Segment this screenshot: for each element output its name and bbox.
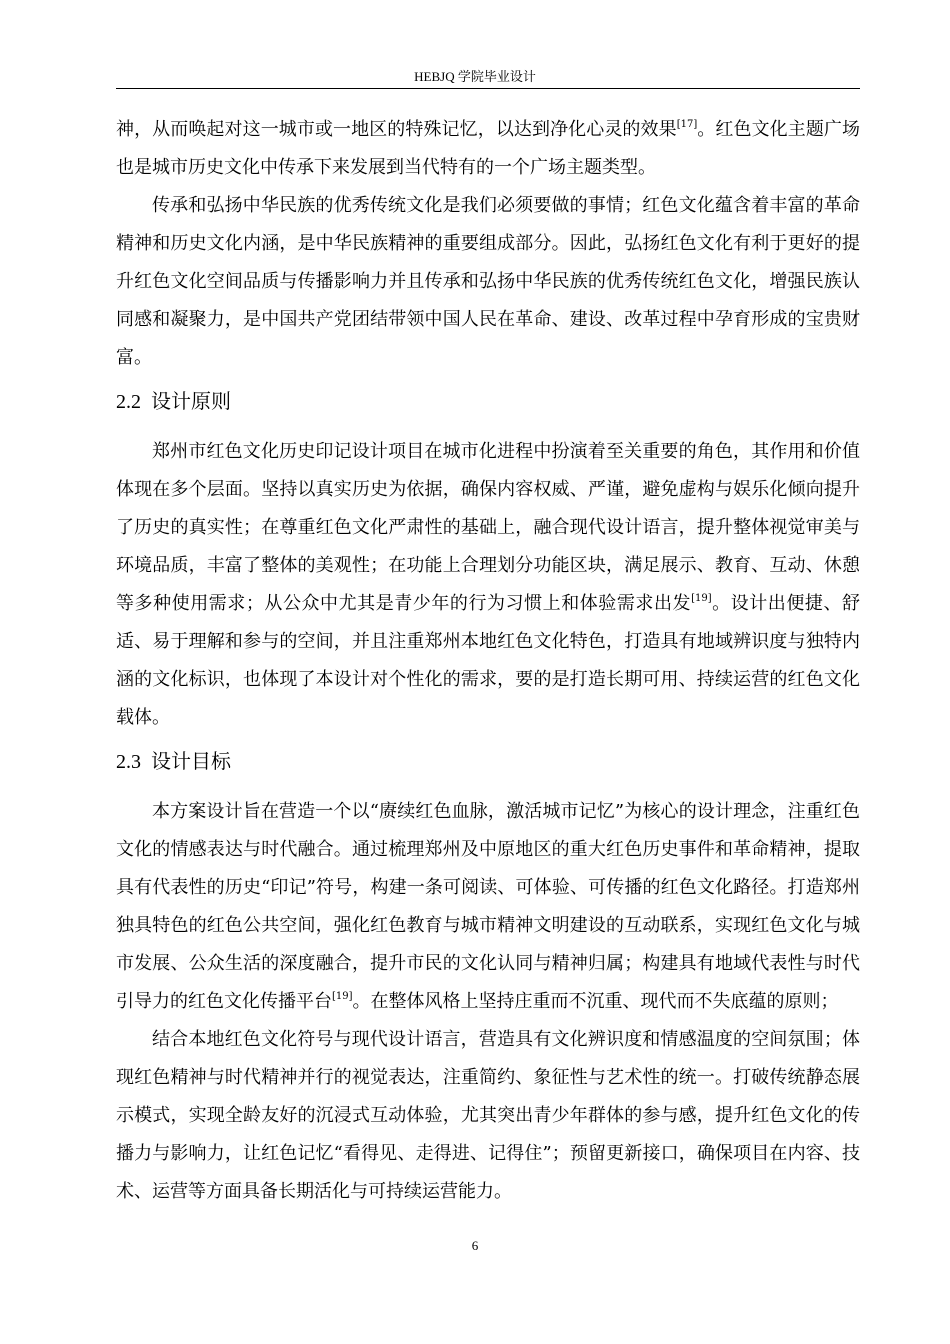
paragraph-text: 传承和弘扬中华民族的优秀传统文化是我们必须要做的事情；红色文化蕴含着丰富的革命精神和历史文化内涵，是中华民族精神的重要组成部分。因此，弘扬红色文化有利于更好的提升红色文化空间品质与传播影响力并且传承和弘扬中华民族的优秀传统红色文化，增强民族认同感和凝聚力，是中国共产党团结带领中国人民在革命、建设、改革过程中孕育形成的宝贵财富。 (116, 195, 860, 368)
paragraph-text: 。在整体风格上坚持庄重而不沉重、现代而不失底蕴的原则； (352, 991, 839, 1012)
page-content (116, 111, 860, 1211)
paragraph (116, 793, 860, 1021)
citation-ref: [17] (676, 119, 698, 130)
citation-ref: [19] (691, 593, 712, 604)
paragraph-text: 郑州市红色文化历史印记设计项目在城市化进程中扮演着至关重要的角色，其作用和价值体现在多个层面。坚持以真实历史为依据，确保内容权威、严谨，避免虚构与娱乐化倾向提升了历史的真实性；在尊重红色文化严肃性的基础上，融合现代设计语言，提升整体视觉审美与环境品质，丰富了整体的美观性；在功能上合理划分功能区块，满足展示、教育、互动、休憩等多种使用需求；从公众中尤其是青少年的行为习惯上和体验需求出发 (116, 441, 860, 614)
section-number: 2.2 (116, 391, 141, 413)
section-title: 设计原则 (151, 389, 231, 413)
section-number: 2.3 (116, 751, 141, 773)
paragraph (116, 433, 860, 737)
paragraph-text: 神，从而唤起对这一城市或一地区的特殊记忆，以达到净化心灵的效果 (116, 119, 677, 140)
paragraph-text: 。红色文化主题广场也是城市历史文化中传承下来发展到当代特有的一个广场主题类型。 (116, 119, 860, 178)
section-heading-2-2 (116, 377, 860, 433)
paragraph-text: 结合本地红色文化符号与现代设计语言，营造具有文化辨识度和情感温度的空间氛围；体现红色精神与时代精神并行的视觉表达，注重简约、象征性与艺术性的统一。打破传统静态展示模式，实现全龄友好的沉浸式互动体验，尤其突出青少年群体的参与感，提升红色文化的传播力与影响力，让红色记忆“看得见、走得进、记得住”；预留更新接口，确保项目在内容、技术、运营等方面具备长期活化与可持续运营能力。 (116, 1029, 860, 1202)
paragraph (116, 187, 860, 377)
citation-ref: [19] (332, 991, 353, 1002)
section-heading-2-3 (116, 737, 860, 793)
paragraph (116, 1021, 860, 1211)
paragraph-text: 本方案设计旨在营造一个以“赓续红色血脉，激活城市记忆”为核心的设计理念，注重红色文化的情感表达与时代融合。通过梳理郑州及中原地区的重大红色历史事件和革命精神，提取具有代表性的历史“印记”符号，构建一条可阅读、可体验、可传播的红色文化路径。打造郑州独具特色的红色公共空间，强化红色教育与城市精神文明建设的互动联系，实现红色文化与城市发展、公众生活的深度融合，提升市民的文化认同与精神归属；构建具有地域代表性与时代引导力的红色文化传播平台 (116, 801, 860, 1012)
running-header: HEBJQ 学院毕业设计 (414, 69, 536, 84)
paragraph-text: 。设计出便捷、舒适、易于理解和参与的空间，并且注重郑州本地红色文化特色，打造具有地域辨识度与独特内涵的文化标识，也体现了本设计对个性化的需求，要的是打造长期可用、持续运营的红色文化载体。 (116, 593, 860, 728)
paragraph-continuation (116, 111, 860, 187)
page-number: 6 (471, 1238, 479, 1253)
header-divider (116, 88, 860, 89)
section-title: 设计目标 (151, 749, 231, 773)
